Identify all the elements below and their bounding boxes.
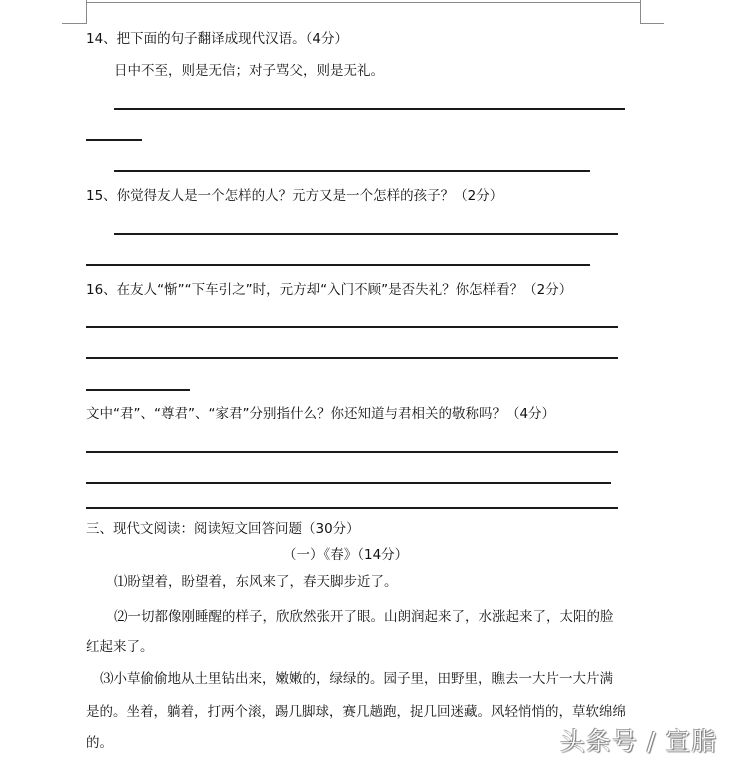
answer-line	[86, 357, 618, 359]
watermark: 头条号 / 宣脂	[560, 727, 718, 756]
answer-line	[86, 326, 618, 328]
margin-mark-top-line	[86, 2, 640, 3]
answer-line	[114, 170, 590, 172]
question-15-prompt: 15、你觉得友人是一个怎样的人？元方又是一个怎样的孩子？（2分）	[86, 188, 504, 204]
passage-paragraph-3-line-3: 的。	[86, 735, 113, 751]
margin-mark-left-horizontal	[62, 23, 87, 24]
passage-paragraph-1: ⑴盼望着，盼望着，东风来了，春天脚步近了。	[114, 574, 398, 590]
answer-line	[86, 451, 618, 453]
margin-mark-right-vertical	[640, 0, 641, 24]
answer-line	[114, 233, 618, 235]
answer-line	[86, 139, 142, 141]
passage-paragraph-3-line-2: 是的。坐着，躺着，打两个滚，踢几脚球，赛几趟跑，捉几回迷藏。风轻悄悄的，草软绵绵	[86, 704, 626, 720]
margin-mark-left-vertical	[86, 0, 87, 24]
passage-paragraph-2-line-2: 红起来了。	[86, 639, 154, 655]
question-17-prompt: 文中“君”、“尊君”、“家君”分别指什么？你还知道与君相关的敬称吗？（4分）	[86, 406, 556, 422]
question-16-prompt: 16、在友人“惭”“下车引之”时，元方却“入门不顾”是否失礼？你怎样看？（2分）	[86, 282, 573, 298]
section-3-heading: 三、现代文阅读：阅读短文回答问题（30分）	[86, 521, 360, 537]
answer-line	[86, 482, 611, 484]
passage-paragraph-2-line-1: ⑵一切都像刚睡醒的样子，欣欣然张开了眼。山朗润起来了，水涨起来了，太阳的脸	[114, 609, 614, 625]
passage-paragraph-3-line-1: ⑶小草偷偷地从土里钻出来，嫩嫩的，绿绿的。园子里，田野里，瞧去一大片一大片满	[100, 671, 613, 687]
question-14-prompt: 14、把下面的句子翻译成现代汉语。（4分）	[86, 31, 349, 47]
answer-line	[86, 389, 190, 391]
answer-line	[114, 108, 625, 110]
question-14-sentence: 日中不至，则是无信；对子骂父，则是无礼。	[114, 63, 384, 79]
answer-line	[86, 507, 618, 509]
margin-mark-right-horizontal	[640, 23, 664, 24]
answer-line	[86, 264, 590, 266]
section-3-subheading: （一）《春》（14分）	[283, 547, 409, 563]
